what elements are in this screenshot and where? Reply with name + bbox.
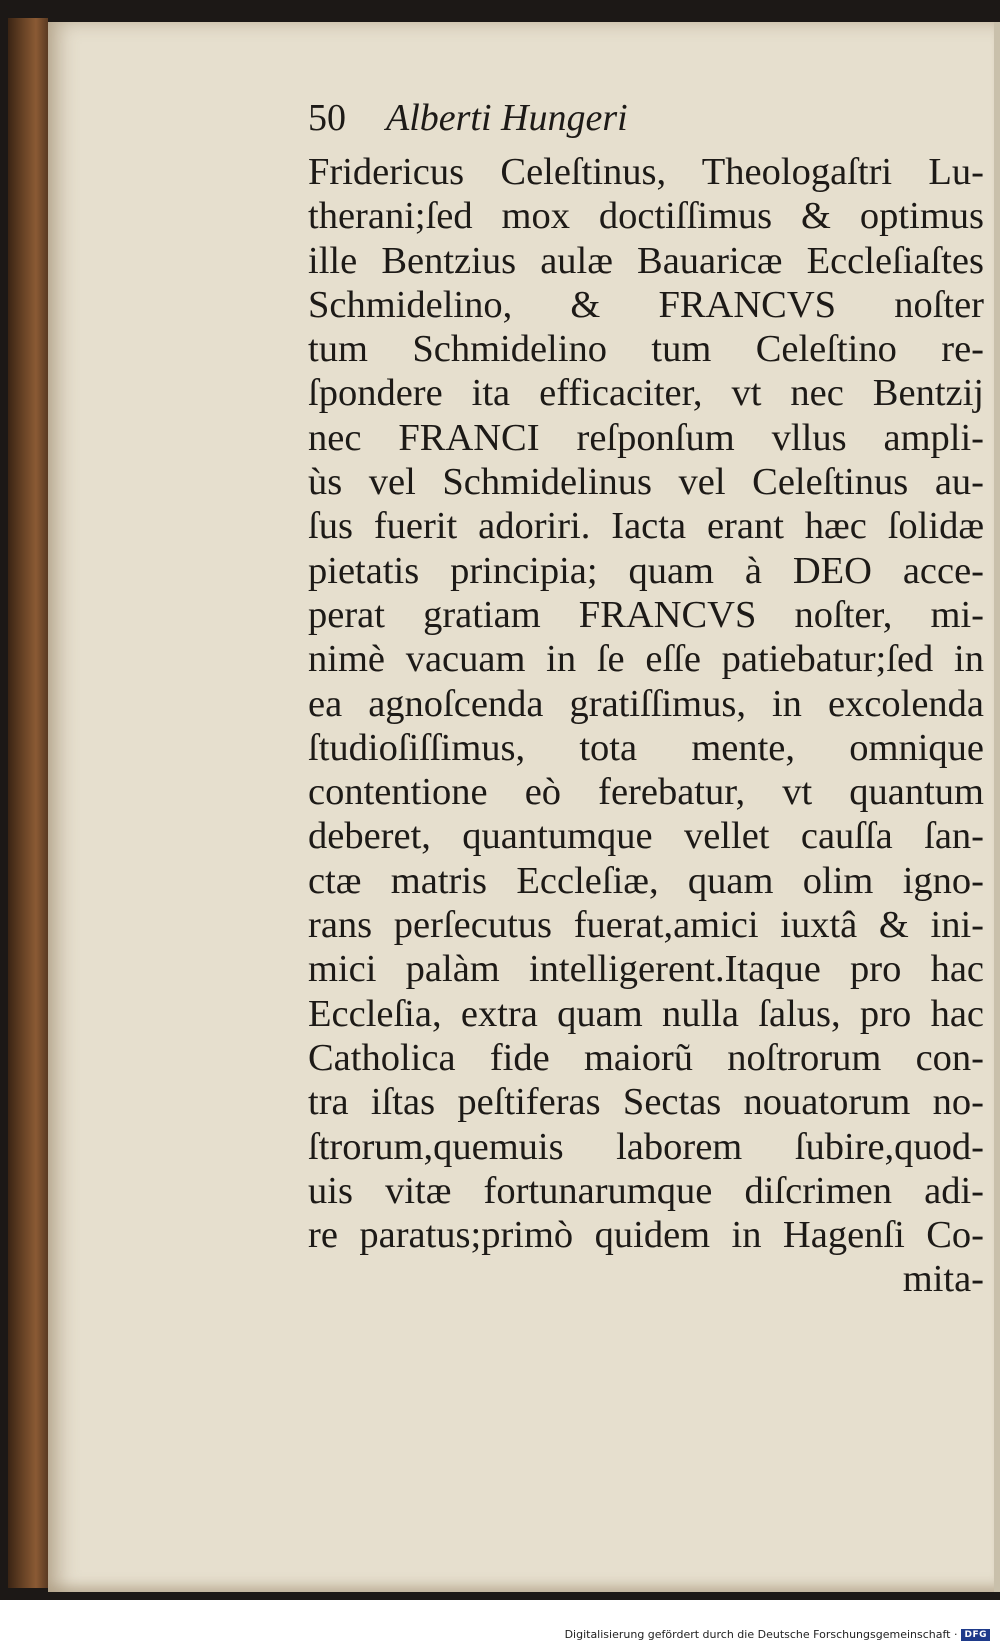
page-number: 50: [308, 97, 346, 139]
text-line: re paratus;primò quidem in Hagenſi Co-: [308, 1214, 984, 1257]
text-line: tum Schmidelino tum Celeſtino re-: [308, 328, 984, 371]
page-fore-edge: [994, 22, 1000, 1592]
footer-bar: [0, 1600, 1000, 1650]
catchword: mita-: [902, 1258, 984, 1301]
funding-credit-text: Digitalisierung gefördert durch die Deutsche Forschungsgemeinschaft ·: [564, 1628, 958, 1641]
dfg-logo-icon[interactable]: DFG: [961, 1629, 990, 1641]
text-line: mici palàm intelligerent.Itaque pro hac: [308, 948, 984, 991]
text-line: rans perſecutus fuerat,amici iuxtâ & ini-: [308, 904, 984, 947]
text-line: tra iſtas peſtiferas Sectas nouatorum no-: [308, 1081, 984, 1124]
text-line: deberet, quantumque vellet cauſſa ſan-: [308, 815, 984, 858]
text-line: Schmidelino, & FRANCVS noſter: [308, 283, 984, 326]
running-head-title: Alberti Hungeri: [386, 97, 628, 139]
text-line: nec FRANCI reſponſum vllus ampli-: [308, 416, 984, 459]
body-text: [308, 150, 984, 1302]
text-line: ea agnoſcenda gratiſſimus, in excolenda: [308, 682, 984, 725]
text-line: Catholica fide maiorũ noſtrorum con-: [308, 1036, 984, 1079]
running-head: [308, 96, 808, 146]
text-line: ſtrorum,quemuis laborem ſubire,quod-: [308, 1125, 984, 1168]
text-line: contentione eò ferebatur, vt quantum: [308, 771, 984, 814]
text-line: nimè vacuam in ſe eſſe patiebatur;ſed in: [308, 638, 984, 681]
text-line: ſtudioſiſſimus, tota mente, omnique: [308, 726, 984, 769]
book-spine-edge: [8, 18, 48, 1588]
footer-credit: [565, 1628, 990, 1641]
text-line: uis vitæ fortunarumque diſcrimen adi-: [308, 1169, 984, 1212]
text-line: ſpondere ita efficaciter, vt nec Bentzij: [308, 372, 984, 415]
text-line: Eccleſia, extra quam nulla ſalus, pro hac: [308, 992, 984, 1035]
text-line: Fridericus Celeſtinus, Theologaſtri Lu-: [308, 151, 984, 193]
text-line: pietatis principia; quam à DEO acce-: [308, 549, 984, 592]
text-line: ſus fuerit adoriri. Iacta erant hæc ſolidæ: [308, 505, 984, 548]
text-line: ille Bentzius aulæ Bauaricæ Eccleſiaſtes: [308, 239, 984, 282]
text-line: ùs vel Schmidelinus vel Celeſtinus au-: [308, 461, 984, 504]
text-line: ctæ matris Eccleſiæ, quam olim igno-: [308, 859, 984, 902]
text-line: therani;ſed mox doctiſſimus & optimus: [308, 195, 984, 238]
text-line: perat gratiam FRANCVS noſter, mi-: [308, 593, 984, 636]
